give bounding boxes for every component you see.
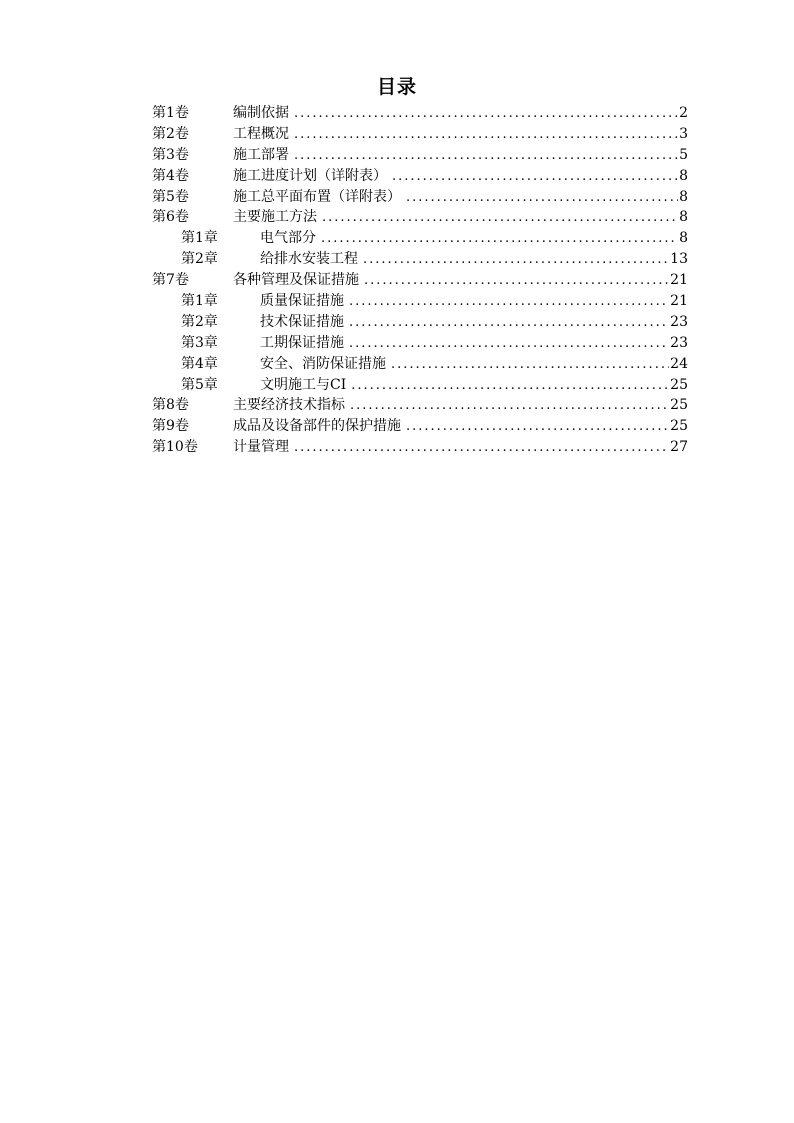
toc-entry-page: 25	[670, 376, 688, 393]
toc-entry-label: 质量保证措施	[260, 293, 344, 310]
toc-dot-leader	[322, 208, 678, 229]
toc-entry-page: 25	[670, 418, 688, 435]
toc-dot-leader	[406, 417, 669, 438]
toc-dot-leader	[350, 396, 669, 417]
toc-entry-page: 2	[679, 105, 688, 121]
toc-entry[interactable]	[152, 270, 688, 291]
toc-entry-number: 第3卷	[152, 146, 189, 163]
toc-entry-number: 第6卷	[152, 209, 189, 226]
toc-entry[interactable]	[152, 187, 688, 208]
toc-subentry[interactable]	[152, 312, 688, 333]
toc-dot-leader	[363, 250, 669, 271]
toc-entry-page: 21	[670, 272, 688, 289]
toc-entry-label: 技术保证措施	[260, 313, 344, 330]
toc-dot-leader	[364, 271, 669, 292]
toc-dot-leader	[294, 125, 678, 146]
toc-entry-number: 第2章	[181, 313, 218, 330]
toc-entry-number: 第1章	[181, 293, 218, 310]
toc-entry-label: 工期保证措施	[260, 334, 344, 351]
toc-entry-number: 第4卷	[152, 167, 189, 184]
toc-entry[interactable]	[152, 124, 688, 145]
toc-entry-number: 第7卷	[152, 272, 189, 289]
toc-entry-page: 3	[679, 125, 688, 142]
toc-dot-leader	[351, 376, 669, 397]
toc-entry-page: 23	[670, 313, 688, 330]
toc-entry-label: 施工部署	[233, 146, 289, 163]
toc-entry-label: 计量管理	[233, 439, 289, 456]
toc-entry-page: 25	[670, 397, 688, 414]
toc-entry-page: 5	[679, 146, 688, 163]
toc-dot-leader	[294, 146, 678, 167]
toc-entry-label: 文明施工与CI	[260, 376, 347, 393]
toc-entry-number: 第1章	[181, 230, 218, 247]
toc-entry-label: 编制依据	[233, 105, 289, 121]
toc-subentry[interactable]	[152, 375, 688, 396]
toc-dot-leader	[294, 104, 678, 125]
toc-dot-leader	[392, 167, 678, 188]
toc-entry-page: 23	[670, 334, 688, 351]
toc-dot-leader	[349, 313, 669, 334]
toc-entry-label: 各种管理及保证措施	[233, 272, 359, 289]
toc-entry-number: 第5卷	[152, 188, 189, 205]
toc-entry-label: 成品及设备部件的保护措施	[233, 418, 401, 435]
toc-entry-label: 安全、消防保证措施	[260, 355, 386, 372]
toc-entry-label: 施工进度计划（详附表）	[233, 167, 387, 184]
toc-entry[interactable]	[152, 437, 688, 458]
toc-entry-page: 8	[679, 230, 688, 247]
toc-entry-number: 第2章	[181, 251, 218, 268]
toc-entry-label: 主要经济技术指标	[233, 397, 345, 414]
toc-entry-label: 主要施工方法	[233, 209, 317, 226]
toc-subentry[interactable]	[152, 354, 688, 375]
toc-entry[interactable]	[152, 166, 688, 187]
toc-entry-page: 8	[679, 188, 688, 205]
toc-entry[interactable]	[152, 145, 688, 166]
toc-dot-leader	[349, 334, 669, 355]
toc-entry-page: 13	[670, 251, 688, 268]
toc-list	[152, 103, 688, 458]
toc-dot-leader	[321, 229, 678, 250]
toc-dot-leader	[349, 292, 669, 313]
toc-subentry[interactable]	[152, 249, 688, 270]
toc-title: 目录	[376, 76, 417, 98]
toc-dot-leader	[294, 438, 669, 459]
toc-entry[interactable]	[152, 416, 688, 437]
toc-entry-number: 第10卷	[152, 439, 198, 456]
toc-entry-number: 第4章	[181, 355, 218, 372]
toc-dot-leader	[391, 355, 669, 376]
toc-entry[interactable]	[152, 103, 688, 124]
toc-entry-label: 给排水安装工程	[260, 251, 358, 268]
toc-entry-number: 第5章	[181, 376, 218, 393]
toc-entry[interactable]	[152, 207, 688, 228]
toc-entry-number: 第8卷	[152, 397, 189, 414]
toc-entry-page: 27	[670, 439, 688, 456]
toc-entry[interactable]	[152, 395, 688, 416]
toc-entry-label: 工程概况	[233, 125, 289, 142]
toc-entry-number: 第2卷	[152, 125, 189, 142]
toc-entry-number: 第9卷	[152, 418, 189, 435]
toc-subentry[interactable]	[152, 333, 688, 354]
toc-entry-number: 第3章	[181, 334, 218, 351]
toc-entry-page: 21	[670, 293, 688, 310]
toc-subentry[interactable]	[152, 291, 688, 312]
toc-entry-page: 8	[679, 167, 688, 184]
toc-subentry[interactable]	[152, 228, 688, 249]
toc-entry-label: 电气部分	[260, 230, 316, 247]
toc-entry-page: 24	[670, 355, 688, 372]
toc-dot-leader	[406, 188, 678, 209]
toc-entry-page: 8	[679, 209, 688, 226]
toc-entry-number: 第1卷	[152, 105, 189, 121]
toc-entry-label: 施工总平面布置（详附表）	[233, 188, 401, 205]
